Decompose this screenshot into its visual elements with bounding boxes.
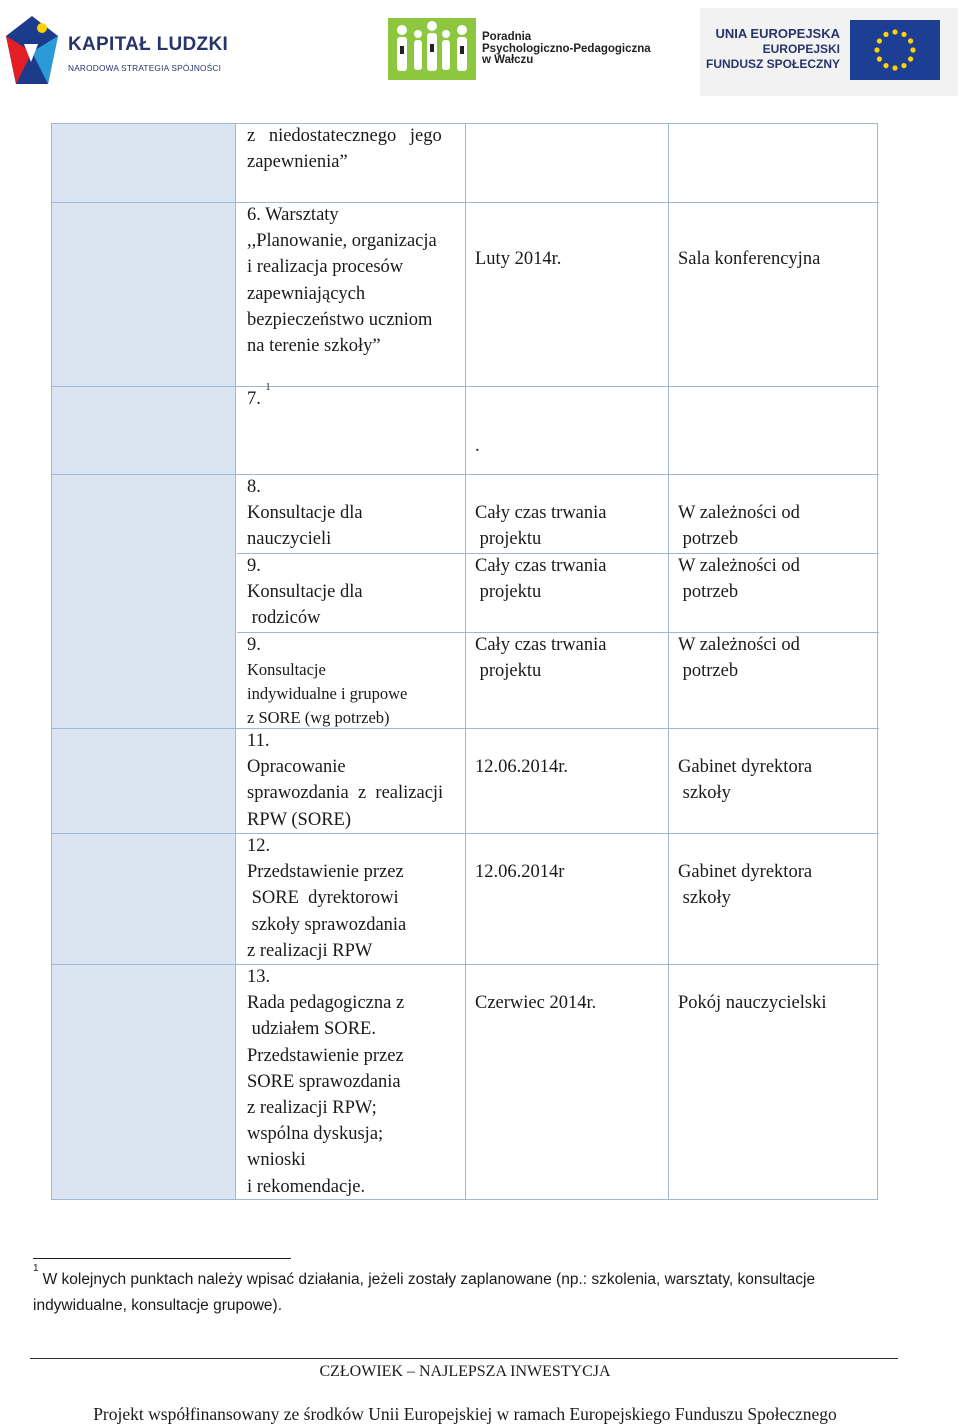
cell-line: potrzeb (678, 582, 739, 603)
cell-line: Konsultacje dla (247, 582, 363, 603)
activity-cell-r2 (247, 381, 271, 412)
cell-line: 9. (247, 556, 261, 576)
row-divider (52, 386, 879, 387)
cell-line: rodziców (247, 608, 321, 629)
cell-line: Opracowanie (247, 757, 346, 778)
activity-cell-r7 (247, 833, 406, 964)
place-cell-r1: Sala konferencyjna (678, 249, 821, 269)
poradnia-line-1: Poradnia (482, 31, 532, 43)
cell-line: wnioski (247, 1150, 306, 1171)
column-divider (465, 124, 466, 1199)
cell-line: szkoły (678, 783, 731, 804)
row-divider (52, 833, 879, 834)
cell-number: 9. (247, 635, 261, 655)
cell-line: i realizacja procesów (247, 257, 404, 278)
activity-cell-r8 (247, 964, 404, 1200)
cell-line: Gabinet dyrektora (678, 757, 813, 777)
footnote (33, 1262, 913, 1319)
place-cell-r6 (678, 754, 812, 806)
cell-line: zapewniających (247, 283, 366, 304)
row-divider (52, 728, 879, 729)
footnote-separator (33, 1258, 291, 1259)
cell-line: potrzeb (678, 529, 739, 550)
poradnia-name (482, 32, 651, 67)
cell-line: Gabinet dyrektora (678, 862, 813, 882)
activity-cell-r6 (247, 728, 443, 833)
cell-line: projektu (475, 661, 542, 682)
date-cell-r7: 12.06.2014r (475, 862, 565, 882)
cell-line: potrzeb (678, 661, 739, 682)
cell-line: z niedostatecznego jego (247, 126, 442, 146)
kapital-ludzki-title: KAPITAŁ LUDZKI (68, 34, 229, 55)
cell-line: 13. (247, 967, 271, 987)
cell-line: bezpieczeństwo uczniom (247, 309, 433, 330)
cell-line: udziałem SORE. (247, 1019, 376, 1040)
cell-line: Przedstawienie przez (247, 862, 404, 883)
cell-line: RPW (SORE) (247, 809, 351, 830)
cell-line: Cały czas trwania (475, 556, 607, 576)
cell-line: z SORE (wg potrzeb) (247, 708, 390, 728)
column-divider (668, 124, 669, 1199)
eu-logo-line-3: FUNDUSZ SPOŁECZNY (705, 57, 840, 71)
footnote-line-1 (33, 1262, 913, 1293)
date-cell-r5 (475, 632, 607, 684)
cell-line: W zależności od (678, 503, 800, 523)
cell-line: sprawozdania z realizacji (247, 783, 444, 804)
cell-line: W zależności od (678, 556, 800, 576)
kapital-ludzki-emblem-icon (2, 14, 62, 90)
cell-line: nauczycieli (247, 529, 332, 550)
cell-line: Konsultacje (247, 660, 326, 680)
cell-number: 7. (247, 389, 261, 409)
place-cell-r8: Pokój nauczycielski (678, 993, 827, 1013)
eu-logo (700, 8, 958, 96)
cell-line: 6. Warsztaty (247, 205, 339, 225)
activity-cell-r1 (247, 202, 437, 359)
cell-line: z realizacji RPW (247, 940, 373, 961)
footnote-line-2: indywidualne, konsultacje grupowe). (33, 1297, 283, 1314)
cell-line: Konsultacje dla (247, 503, 363, 524)
table-shaded-column (52, 124, 236, 1199)
footnote-marker: 1 (33, 1262, 39, 1274)
cell-line: indywidualne i grupowe (247, 684, 408, 704)
activity-cell-r0 (247, 123, 442, 175)
poradnia-line-2: Psychologiczno-Pedagogiczna (482, 42, 651, 55)
date-cell-r4 (475, 553, 607, 605)
cell-line: Cały czas trwania (475, 635, 607, 655)
family-icon (388, 18, 476, 80)
kapital-ludzki-subtitle: NARODOWA STRATEGIA SPÓJNOŚCI (68, 63, 222, 73)
row-divider (52, 202, 879, 203)
cell-line: Rada pedagogiczna z (247, 993, 405, 1014)
place-cell-r7 (678, 859, 812, 911)
row-divider (52, 474, 879, 475)
place-cell-r5 (678, 632, 800, 684)
cell-line: SORE sprawozdania (247, 1071, 401, 1092)
cell-line: 11. (247, 731, 270, 751)
activities-table (51, 123, 878, 1200)
poradnia-logo (388, 18, 668, 80)
cell-line: wspólna dyskusja; (247, 1124, 384, 1145)
place-cell-r4 (678, 553, 800, 605)
cell-line: i rekomendacje. (247, 1176, 366, 1197)
cell-line: 12. (247, 836, 271, 856)
activity-cell-r5 (247, 632, 407, 730)
date-cell-r6: 12.06.2014r. (475, 757, 569, 777)
cell-line: ,,Planowanie, organizacja (247, 231, 437, 252)
page-header (0, 0, 960, 100)
poradnia-line-3: w Wałczu (482, 54, 534, 66)
footer-separator (30, 1358, 898, 1359)
activity-cell-r4 (247, 553, 363, 632)
date-cell-r1: Luty 2014r. (475, 249, 562, 269)
eu-flag-icon (850, 20, 940, 80)
cell-line: szkoły sprawozdania (247, 914, 407, 935)
cell-line: SORE dyrektorowi (247, 888, 399, 909)
cell-line: projektu (475, 529, 542, 550)
eu-logo-fund (706, 42, 840, 72)
cell-line: Cały czas trwania (475, 503, 607, 523)
footer-slogan: CZŁOWIEK – NAJLEPSZA INWESTYCJA (319, 1363, 611, 1380)
date-cell-r3 (475, 500, 607, 552)
eu-logo-line-2: EUROPEJSKI (762, 42, 840, 56)
cell-line: Przedstawienie przez (247, 1045, 404, 1066)
cell-line: 8. (247, 477, 261, 497)
activity-cell-r3 (247, 474, 363, 553)
cell-line: szkoły (678, 888, 731, 909)
row-divider (52, 964, 879, 965)
cell-line: zapewnienia” (247, 152, 348, 173)
footer-cofinancing: Projekt współfinansowany ze środków Unii Europejskiej w ramach Europejskiego Funduszu Społecznego (93, 1404, 837, 1424)
cell-line: W zależności od (678, 635, 800, 655)
footnote-ref: 1 (265, 381, 271, 393)
footnote-text-1: W kolejnych punktach należy wpisać działania, jeżeli zostały zaplanowane (np.: szkolenia, warsztaty, konsultacje (42, 1271, 816, 1288)
kapital-ludzki-logo (2, 10, 242, 90)
cell-line: na terenie szkoły” (247, 336, 381, 357)
eu-logo-title: UNIA EUROPEJSKA (715, 26, 840, 41)
cell-line: z realizacji RPW; (247, 1098, 377, 1119)
cell-line: projektu (475, 582, 542, 603)
date-cell-r8: Czerwiec 2014r. (475, 993, 597, 1013)
place-cell-r3 (678, 500, 800, 552)
date-cell-r2: . (475, 436, 480, 456)
